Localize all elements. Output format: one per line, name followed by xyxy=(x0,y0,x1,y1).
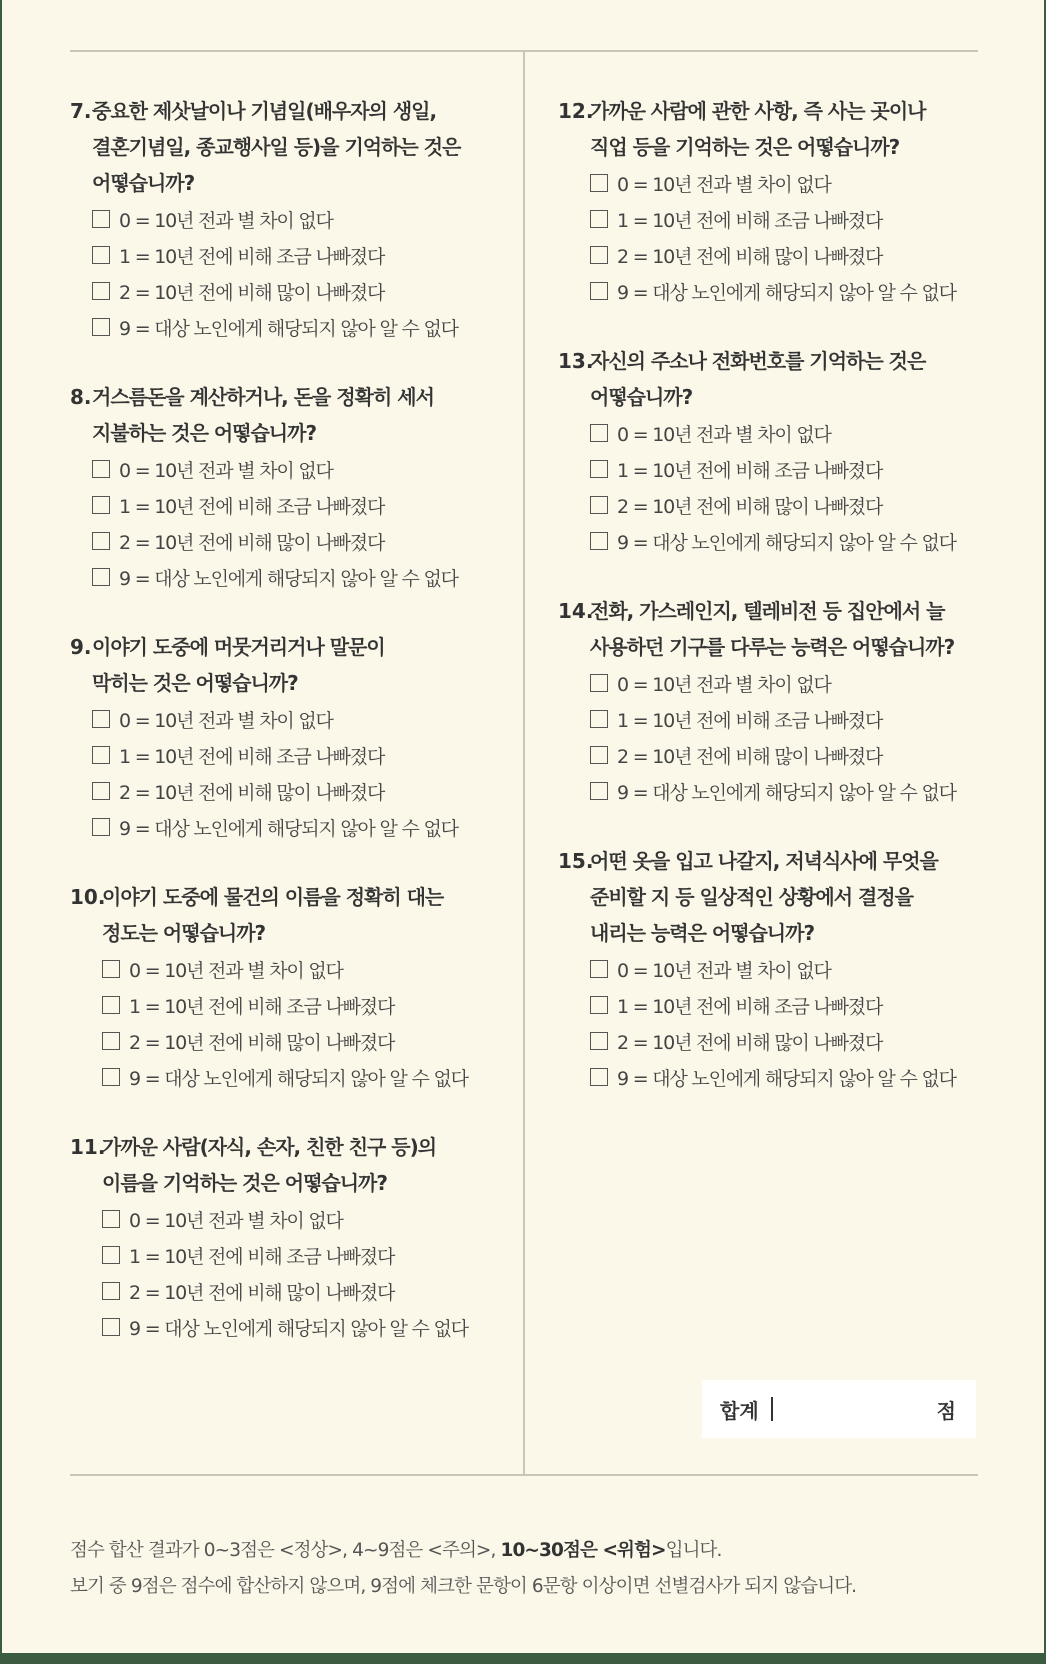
option-label: 1 = 10년 전에 비해 조금 나빠졌다 xyxy=(617,209,883,232)
question-item xyxy=(70,93,510,345)
option-label: 9 = 대상 노인에게 해당되지 않아 알 수 없다 xyxy=(129,1067,468,1090)
option-label: 9 = 대상 노인에게 해당되지 않아 알 수 없다 xyxy=(617,1067,956,1090)
option-label: 0 = 10년 전과 별 차이 없다 xyxy=(119,709,333,732)
answer-option[interactable] xyxy=(590,201,998,237)
answer-option[interactable] xyxy=(590,273,998,309)
question-header xyxy=(70,629,510,701)
answer-option[interactable] xyxy=(590,415,998,451)
question-item xyxy=(558,93,998,309)
question-number: 13. xyxy=(558,349,594,373)
question-text-line: 사용하던 기구를 다루는 능력은 어떻습니까? xyxy=(590,635,955,659)
option-label: 0 = 10년 전과 별 차이 없다 xyxy=(617,423,831,446)
checkbox[interactable] xyxy=(92,460,110,478)
option-label: 9 = 대상 노인에게 해당되지 않아 알 수 없다 xyxy=(617,531,956,554)
question-text-line: 거스름돈을 계산하거나, 돈을 정확히 세서 xyxy=(92,385,434,409)
scoring-footnote xyxy=(70,1533,1030,1605)
checkbox[interactable] xyxy=(102,1318,120,1336)
checkbox[interactable] xyxy=(92,246,110,264)
answer-option[interactable] xyxy=(102,1023,510,1059)
total-label: 합계 xyxy=(720,1398,759,1423)
checkbox[interactable] xyxy=(590,460,608,478)
answer-option[interactable] xyxy=(92,523,510,559)
question-text-line: 중요한 제삿날이나 기념일(배우자의 생일, xyxy=(92,99,437,123)
option-label: 0 = 10년 전과 별 차이 없다 xyxy=(617,673,831,696)
question-item xyxy=(558,843,998,1095)
question-text-line: 지불하는 것은 어떻습니까? xyxy=(92,421,317,445)
checkbox[interactable] xyxy=(590,960,608,978)
answer-options xyxy=(558,415,998,559)
answer-option[interactable] xyxy=(590,451,998,487)
checkbox[interactable] xyxy=(92,568,110,586)
left-question-column xyxy=(70,93,510,1379)
answer-option[interactable] xyxy=(92,737,510,773)
answer-option[interactable] xyxy=(590,773,998,809)
option-label: 2 = 10년 전에 비해 많이 나빠졌다 xyxy=(119,281,385,304)
checkbox[interactable] xyxy=(102,1282,120,1300)
option-label: 9 = 대상 노인에게 해당되지 않아 알 수 없다 xyxy=(119,817,458,840)
footnote-line-1-prefix: 점수 합산 결과가 0~3점은 <정상>, 4~9점은 <주의>, xyxy=(70,1540,501,1561)
option-label: 9 = 대상 노인에게 해당되지 않아 알 수 없다 xyxy=(617,781,956,804)
option-label: 2 = 10년 전에 비해 많이 나빠졌다 xyxy=(129,1031,395,1054)
checkbox[interactable] xyxy=(92,818,110,836)
checkbox[interactable] xyxy=(92,710,110,728)
answer-option[interactable] xyxy=(102,1309,510,1345)
question-number: 7. xyxy=(70,99,92,123)
question-text-line: 자신의 주소나 전화번호를 기억하는 것은 xyxy=(590,349,926,373)
answer-option[interactable] xyxy=(92,559,510,595)
checkbox[interactable] xyxy=(590,674,608,692)
question-item xyxy=(70,379,510,595)
checkbox[interactable] xyxy=(92,282,110,300)
option-label: 9 = 대상 노인에게 해당되지 않아 알 수 없다 xyxy=(119,567,458,590)
checkbox[interactable] xyxy=(590,746,608,764)
question-number: 9. xyxy=(70,635,92,659)
answer-option[interactable] xyxy=(102,1237,510,1273)
checkbox[interactable] xyxy=(590,1068,608,1086)
answer-option[interactable] xyxy=(590,737,998,773)
answer-option[interactable] xyxy=(92,309,510,345)
option-label: 1 = 10년 전에 비해 조금 나빠졌다 xyxy=(129,1245,395,1268)
checkbox[interactable] xyxy=(590,174,608,192)
question-item xyxy=(558,343,998,559)
option-label: 2 = 10년 전에 비해 많이 나빠졌다 xyxy=(129,1281,395,1304)
question-number: 8. xyxy=(70,385,92,409)
checkbox[interactable] xyxy=(92,496,110,514)
answer-options xyxy=(558,165,998,309)
question-item xyxy=(558,593,998,809)
checkbox[interactable] xyxy=(92,210,110,228)
question-number: 10. xyxy=(70,885,106,909)
checkbox[interactable] xyxy=(92,782,110,800)
question-text-line: 막히는 것은 어떻습니까? xyxy=(92,671,298,695)
option-label: 1 = 10년 전에 비해 조금 나빠졌다 xyxy=(119,495,385,518)
question-text-line: 정도는 어떻습니까? xyxy=(102,921,266,945)
answer-option[interactable] xyxy=(92,773,510,809)
option-label: 2 = 10년 전에 비해 많이 나빠졌다 xyxy=(119,781,385,804)
answer-option[interactable] xyxy=(590,237,998,273)
checkbox[interactable] xyxy=(590,710,608,728)
question-header xyxy=(558,843,998,951)
question-text xyxy=(92,93,460,201)
answer-option[interactable] xyxy=(590,951,998,987)
answer-option[interactable] xyxy=(92,809,510,845)
answer-option[interactable] xyxy=(590,165,998,201)
answer-option[interactable] xyxy=(102,987,510,1023)
answer-options xyxy=(70,951,510,1095)
answer-option[interactable] xyxy=(92,487,510,523)
answer-option[interactable] xyxy=(590,701,998,737)
question-header xyxy=(70,379,510,451)
option-label: 0 = 10년 전과 별 차이 없다 xyxy=(617,173,831,196)
option-label: 1 = 10년 전에 비해 조금 나빠졌다 xyxy=(119,245,385,268)
checkbox[interactable] xyxy=(590,996,608,1014)
answer-option[interactable] xyxy=(590,987,998,1023)
answer-options xyxy=(70,1201,510,1345)
option-label: 9 = 대상 노인에게 해당되지 않아 알 수 없다 xyxy=(617,281,956,304)
checkbox[interactable] xyxy=(102,996,120,1014)
question-header xyxy=(558,343,998,415)
option-label: 2 = 10년 전에 비해 많이 나빠졌다 xyxy=(119,531,385,554)
question-number: 11. xyxy=(70,1135,106,1159)
question-text-line: 이야기 도중에 머뭇거리거나 말문이 xyxy=(92,635,385,659)
total-score-box xyxy=(702,1380,976,1438)
answer-option[interactable] xyxy=(92,451,510,487)
option-label: 1 = 10년 전에 비해 조금 나빠졌다 xyxy=(129,995,395,1018)
answer-option[interactable] xyxy=(102,1273,510,1309)
option-label: 0 = 10년 전과 별 차이 없다 xyxy=(617,959,831,982)
question-text-line: 어떻습니까? xyxy=(590,385,693,409)
question-text xyxy=(102,1129,436,1201)
checkbox[interactable] xyxy=(102,1246,120,1264)
option-label: 1 = 10년 전에 비해 조금 나빠졌다 xyxy=(119,745,385,768)
questionnaire-page xyxy=(2,0,1044,1653)
question-text-line: 이름을 기억하는 것은 어떻습니까? xyxy=(102,1171,387,1195)
question-text-line: 가까운 사람(자식, 손자, 친한 친구 등)의 xyxy=(102,1135,437,1159)
question-number: 14. xyxy=(558,599,594,623)
question-text-line: 어떻습니까? xyxy=(92,171,195,195)
checkbox[interactable] xyxy=(102,1210,120,1228)
checkbox[interactable] xyxy=(590,496,608,514)
answer-option[interactable] xyxy=(590,1023,998,1059)
checkbox[interactable] xyxy=(92,746,110,764)
answer-option[interactable] xyxy=(102,1059,510,1095)
answer-option[interactable] xyxy=(92,701,510,737)
question-header xyxy=(70,1129,510,1201)
question-text-line: 전화, 가스레인지, 텔레비전 등 집안에서 늘 xyxy=(590,599,945,623)
right-question-column xyxy=(558,93,998,1129)
answer-option[interactable] xyxy=(590,1059,998,1095)
question-header xyxy=(70,879,510,951)
option-label: 2 = 10년 전에 비해 많이 나빠졌다 xyxy=(617,495,883,518)
question-text xyxy=(92,629,385,701)
question-number: 15. xyxy=(558,849,594,873)
question-header xyxy=(558,93,998,165)
footnote-line-1 xyxy=(70,1533,1030,1569)
total-unit: 점 xyxy=(936,1398,956,1423)
option-label: 0 = 10년 전과 별 차이 없다 xyxy=(119,459,333,482)
answer-option[interactable] xyxy=(590,665,998,701)
checkbox[interactable] xyxy=(590,424,608,442)
option-label: 2 = 10년 전에 비해 많이 나빠졌다 xyxy=(617,745,883,768)
answer-option[interactable] xyxy=(92,237,510,273)
question-text-line: 결혼기념일, 종교행사일 등)을 기억하는 것은 xyxy=(92,135,461,159)
question-number: 12. xyxy=(558,99,594,123)
answer-option[interactable] xyxy=(92,273,510,309)
question-text-line: 가까운 사람에 관한 사항, 즉 사는 곳이나 xyxy=(590,99,926,123)
checkbox[interactable] xyxy=(102,1032,120,1050)
checkbox[interactable] xyxy=(590,210,608,228)
bottom-divider xyxy=(70,1474,978,1476)
question-text-line: 직업 등을 기억하는 것은 어떻습니까? xyxy=(590,135,900,159)
checkbox[interactable] xyxy=(590,246,608,264)
question-text xyxy=(590,93,926,165)
question-item xyxy=(70,1129,510,1345)
checkbox[interactable] xyxy=(590,532,608,550)
option-label: 0 = 10년 전과 별 차이 없다 xyxy=(129,959,343,982)
answer-option[interactable] xyxy=(102,1201,510,1237)
question-item xyxy=(70,629,510,845)
total-separator xyxy=(771,1397,773,1421)
checkbox[interactable] xyxy=(590,1032,608,1050)
question-text-line: 내리는 능력은 어떻습니까? xyxy=(590,921,815,945)
checkbox[interactable] xyxy=(590,782,608,800)
option-label: 1 = 10년 전에 비해 조금 나빠졌다 xyxy=(617,709,883,732)
answer-options xyxy=(558,665,998,809)
checkbox[interactable] xyxy=(92,318,110,336)
question-text xyxy=(102,879,443,951)
option-label: 0 = 10년 전과 별 차이 없다 xyxy=(129,1209,343,1232)
checkbox[interactable] xyxy=(102,960,120,978)
question-text xyxy=(590,343,925,415)
question-text-line: 어떤 옷을 입고 나갈지, 저녁식사에 무엇을 xyxy=(590,849,938,873)
column-divider xyxy=(523,51,525,1475)
option-label: 2 = 10년 전에 비해 많이 나빠졌다 xyxy=(617,245,883,268)
question-text xyxy=(92,379,434,451)
option-label: 1 = 10년 전에 비해 조금 나빠졌다 xyxy=(617,995,883,1018)
option-label: 0 = 10년 전과 별 차이 없다 xyxy=(119,209,333,232)
question-text-line: 준비할 지 등 일상적인 상황에서 결정을 xyxy=(590,885,913,909)
answer-options xyxy=(70,701,510,845)
answer-option[interactable] xyxy=(590,487,998,523)
checkbox[interactable] xyxy=(590,282,608,300)
question-text-line: 이야기 도중에 물건의 이름을 정확히 대는 xyxy=(102,885,444,909)
footnote-line-1-suffix: 입니다. xyxy=(665,1540,722,1561)
question-text xyxy=(590,593,954,665)
answer-option[interactable] xyxy=(102,951,510,987)
answer-option[interactable] xyxy=(92,201,510,237)
footnote-line-2: 보기 중 9점은 점수에 합산하지 않으며, 9점에 체크한 문항이 6문항 이상이면 선별검사가 되지 않습니다. xyxy=(70,1576,857,1597)
option-label: 9 = 대상 노인에게 해당되지 않아 알 수 없다 xyxy=(119,317,458,340)
option-label: 1 = 10년 전에 비해 조금 나빠졌다 xyxy=(617,459,883,482)
checkbox[interactable] xyxy=(102,1068,120,1086)
question-header xyxy=(558,593,998,665)
checkbox[interactable] xyxy=(92,532,110,550)
answer-options xyxy=(558,951,998,1095)
answer-options xyxy=(70,451,510,595)
question-text xyxy=(590,843,938,951)
option-label: 2 = 10년 전에 비해 많이 나빠졌다 xyxy=(617,1031,883,1054)
question-header xyxy=(70,93,510,201)
question-item xyxy=(70,879,510,1095)
footnote-risk-range: 10~30점은 <위험> xyxy=(500,1540,666,1561)
answer-option[interactable] xyxy=(590,523,998,559)
answer-options xyxy=(70,201,510,345)
option-label: 9 = 대상 노인에게 해당되지 않아 알 수 없다 xyxy=(129,1317,468,1340)
